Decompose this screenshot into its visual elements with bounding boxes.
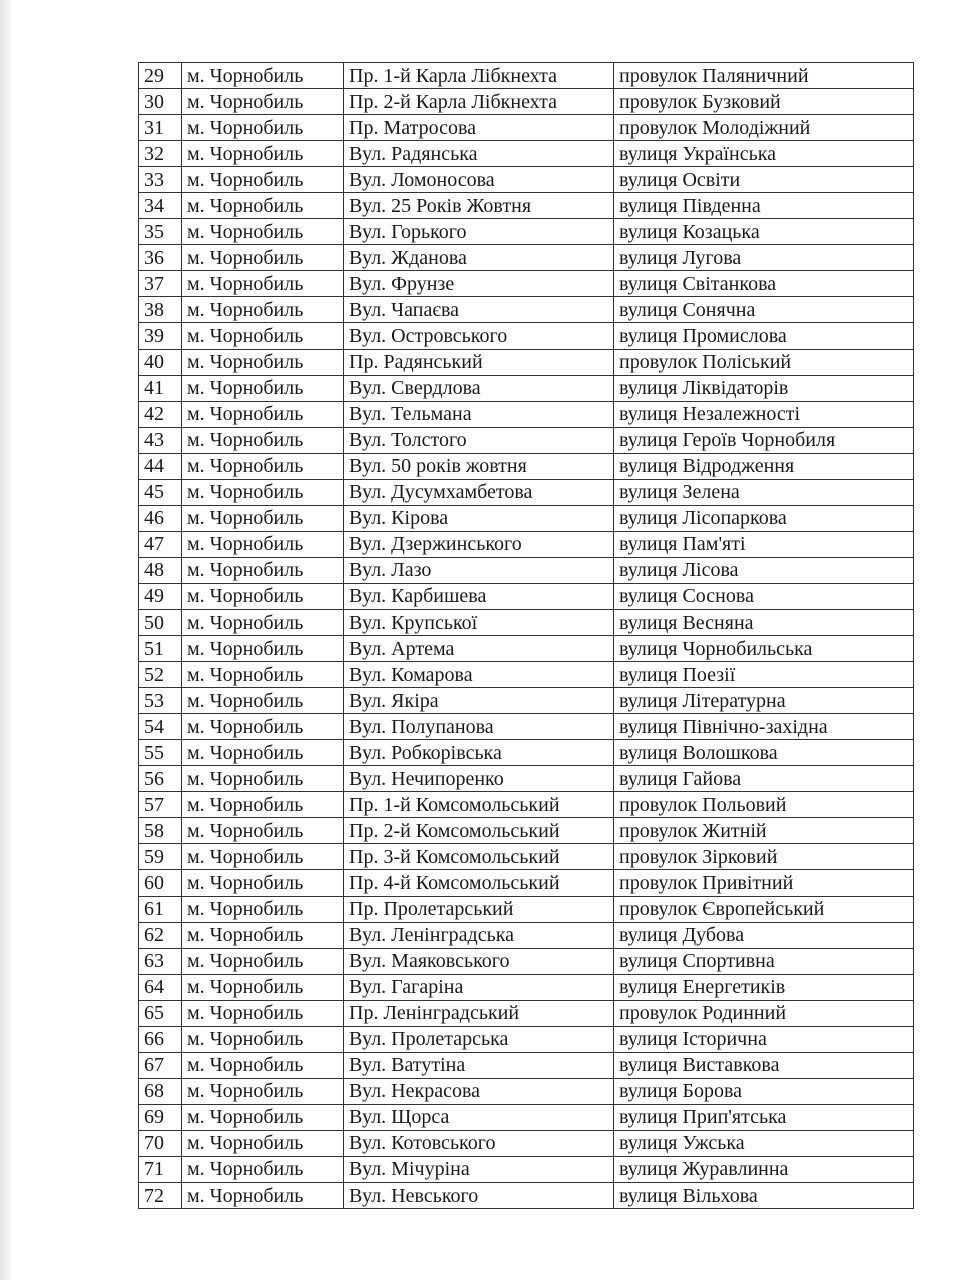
- row-number: 68: [139, 1078, 182, 1104]
- table-row: [139, 609, 914, 635]
- old-street-name: Вул. Артема: [344, 636, 614, 662]
- row-number: 52: [139, 662, 182, 688]
- old-street-name: Вул. Горького: [344, 219, 614, 245]
- settlement-cell: м. Чорнобиль: [182, 115, 344, 141]
- new-street-name: вулиця Чорнобильська: [614, 636, 914, 662]
- settlement-cell: м. Чорнобиль: [182, 375, 344, 401]
- new-street-name: вулиця Незалежності: [614, 401, 914, 427]
- settlement-cell: м. Чорнобиль: [182, 792, 344, 818]
- settlement-cell: м. Чорнобиль: [182, 740, 344, 766]
- table-row: [139, 870, 914, 896]
- table-row: [139, 323, 914, 349]
- settlement-cell: м. Чорнобиль: [182, 297, 344, 323]
- settlement-cell: м. Чорнобиль: [182, 974, 344, 1000]
- old-street-name: Вул. Свердлова: [344, 375, 614, 401]
- settlement-cell: м. Чорнобиль: [182, 89, 344, 115]
- table-row: [139, 974, 914, 1000]
- table-row: [139, 792, 914, 818]
- old-street-name: Пр. 4-й Комсомольський: [344, 870, 614, 896]
- new-street-name: вулиця Лісова: [614, 557, 914, 583]
- table-row: [139, 948, 914, 974]
- row-number: 45: [139, 479, 182, 505]
- new-street-name: вулиця Північно-західна: [614, 714, 914, 740]
- old-street-name: Вул. Ленінградська: [344, 922, 614, 948]
- old-street-name: Вул. Островського: [344, 323, 614, 349]
- new-street-name: вулиця Вільхова: [614, 1183, 914, 1209]
- settlement-cell: м. Чорнобиль: [182, 505, 344, 531]
- old-street-name: Пр. 2-й Карла Лібкнехта: [344, 89, 614, 115]
- row-number: 63: [139, 948, 182, 974]
- settlement-cell: м. Чорнобиль: [182, 1156, 344, 1182]
- settlement-cell: м. Чорнобиль: [182, 349, 344, 375]
- old-street-name: Вул. Фрунзе: [344, 271, 614, 297]
- settlement-cell: м. Чорнобиль: [182, 1052, 344, 1078]
- settlement-cell: м. Чорнобиль: [182, 271, 344, 297]
- new-street-name: вулиця Поезії: [614, 662, 914, 688]
- row-number: 47: [139, 531, 182, 557]
- new-street-name: провулок Молодіжний: [614, 115, 914, 141]
- row-number: 39: [139, 323, 182, 349]
- row-number: 65: [139, 1000, 182, 1026]
- settlement-cell: м. Чорнобиль: [182, 427, 344, 453]
- table-row: [139, 1078, 914, 1104]
- settlement-cell: м. Чорнобиль: [182, 531, 344, 557]
- old-street-name: Вул. Дзержинського: [344, 531, 614, 557]
- old-street-name: Вул. Невського: [344, 1183, 614, 1209]
- new-street-name: вулиця Дубова: [614, 922, 914, 948]
- old-street-name: Вул. Полупанова: [344, 714, 614, 740]
- new-street-name: вулиця Ліквідаторів: [614, 375, 914, 401]
- table-row: [139, 453, 914, 479]
- row-number: 48: [139, 557, 182, 583]
- new-street-name: провулок Зірковий: [614, 844, 914, 870]
- row-number: 30: [139, 89, 182, 115]
- settlement-cell: м. Чорнобиль: [182, 766, 344, 792]
- settlement-cell: м. Чорнобиль: [182, 609, 344, 635]
- row-number: 41: [139, 375, 182, 401]
- table-row: [139, 740, 914, 766]
- table-row: [139, 375, 914, 401]
- new-street-name: вулиця Героїв Чорнобиля: [614, 427, 914, 453]
- row-number: 46: [139, 505, 182, 531]
- row-number: 40: [139, 349, 182, 375]
- settlement-cell: м. Чорнобиль: [182, 557, 344, 583]
- old-street-name: Пр. 3-й Комсомольський: [344, 844, 614, 870]
- table-row: [139, 141, 914, 167]
- table-row: [139, 427, 914, 453]
- old-street-name: Вул. Ломоносова: [344, 167, 614, 193]
- new-street-name: вулиця Лугова: [614, 245, 914, 271]
- settlement-cell: м. Чорнобиль: [182, 1026, 344, 1052]
- table-row: [139, 401, 914, 427]
- row-number: 54: [139, 714, 182, 740]
- old-street-name: Вул. Толстого: [344, 427, 614, 453]
- settlement-cell: м. Чорнобиль: [182, 453, 344, 479]
- old-street-name: Вул. Пролетарська: [344, 1026, 614, 1052]
- new-street-name: вулиця Виставкова: [614, 1052, 914, 1078]
- row-number: 55: [139, 740, 182, 766]
- row-number: 37: [139, 271, 182, 297]
- settlement-cell: м. Чорнобиль: [182, 844, 344, 870]
- new-street-name: вулиця Гайова: [614, 766, 914, 792]
- row-number: 61: [139, 896, 182, 922]
- table-row: [139, 349, 914, 375]
- table-row: [139, 531, 914, 557]
- row-number: 66: [139, 1026, 182, 1052]
- settlement-cell: м. Чорнобиль: [182, 818, 344, 844]
- table-row: [139, 583, 914, 609]
- new-street-name: вулиця Освіти: [614, 167, 914, 193]
- row-number: 42: [139, 401, 182, 427]
- new-street-name: вулиця Спортивна: [614, 948, 914, 974]
- table-row: [139, 557, 914, 583]
- settlement-cell: м. Чорнобиль: [182, 1183, 344, 1209]
- settlement-cell: м. Чорнобиль: [182, 714, 344, 740]
- new-street-name: провулок Паляничний: [614, 63, 914, 89]
- row-number: 36: [139, 245, 182, 271]
- table-row: [139, 1104, 914, 1130]
- row-number: 29: [139, 63, 182, 89]
- row-number: 56: [139, 766, 182, 792]
- table-row: [139, 167, 914, 193]
- settlement-cell: м. Чорнобиль: [182, 219, 344, 245]
- new-street-name: вулиця Сонячна: [614, 297, 914, 323]
- new-street-name: вулиця Південна: [614, 193, 914, 219]
- row-number: 64: [139, 974, 182, 1000]
- settlement-cell: м. Чорнобиль: [182, 1130, 344, 1156]
- new-street-name: вулиця Козацька: [614, 219, 914, 245]
- row-number: 71: [139, 1156, 182, 1182]
- row-number: 31: [139, 115, 182, 141]
- settlement-cell: м. Чорнобиль: [182, 323, 344, 349]
- row-number: 50: [139, 609, 182, 635]
- table-row: [139, 714, 914, 740]
- row-number: 60: [139, 870, 182, 896]
- new-street-name: вулиця Пам'яті: [614, 531, 914, 557]
- new-street-name: провулок Європейський: [614, 896, 914, 922]
- table-row: [139, 479, 914, 505]
- new-street-name: вулиця Українська: [614, 141, 914, 167]
- table-row: [139, 297, 914, 323]
- table-row: [139, 245, 914, 271]
- new-street-name: вулиця Весняна: [614, 609, 914, 635]
- table-row: [139, 193, 914, 219]
- old-street-name: Вул. Робкорівська: [344, 740, 614, 766]
- row-number: 35: [139, 219, 182, 245]
- table-row: [139, 1026, 914, 1052]
- new-street-name: вулиця Енергетиків: [614, 974, 914, 1000]
- street-renaming-table: [138, 62, 914, 1209]
- old-street-name: Вул. Гагаріна: [344, 974, 614, 1000]
- settlement-cell: м. Чорнобиль: [182, 245, 344, 271]
- table-row: [139, 688, 914, 714]
- new-street-name: вулиця Волошкова: [614, 740, 914, 766]
- settlement-cell: м. Чорнобиль: [182, 479, 344, 505]
- old-street-name: Вул. 50 років жовтня: [344, 453, 614, 479]
- new-street-name: вулиця Соснова: [614, 583, 914, 609]
- settlement-cell: м. Чорнобиль: [182, 636, 344, 662]
- new-street-name: вулиця Ужська: [614, 1130, 914, 1156]
- new-street-name: провулок Бузковий: [614, 89, 914, 115]
- row-number: 59: [139, 844, 182, 870]
- row-number: 33: [139, 167, 182, 193]
- table-row: [139, 662, 914, 688]
- old-street-name: Вул. Лазо: [344, 557, 614, 583]
- table-row: [139, 89, 914, 115]
- row-number: 32: [139, 141, 182, 167]
- old-street-name: Вул. Карбишева: [344, 583, 614, 609]
- new-street-name: вулиця Світанкова: [614, 271, 914, 297]
- old-street-name: Пр. 2-й Комсомольський: [344, 818, 614, 844]
- row-number: 38: [139, 297, 182, 323]
- old-street-name: Вул. Мічуріна: [344, 1156, 614, 1182]
- old-street-name: Вул. Нечипоренко: [344, 766, 614, 792]
- row-number: 44: [139, 453, 182, 479]
- settlement-cell: м. Чорнобиль: [182, 870, 344, 896]
- row-number: 69: [139, 1104, 182, 1130]
- old-street-name: Вул. Радянська: [344, 141, 614, 167]
- row-number: 49: [139, 583, 182, 609]
- new-street-name: вулиця Журавлинна: [614, 1156, 914, 1182]
- old-street-name: Вул. Кірова: [344, 505, 614, 531]
- old-street-name: Пр. Радянський: [344, 349, 614, 375]
- old-street-name: Вул. Жданова: [344, 245, 614, 271]
- settlement-cell: м. Чорнобиль: [182, 401, 344, 427]
- old-street-name: Вул. Чапаєва: [344, 297, 614, 323]
- row-number: 72: [139, 1183, 182, 1209]
- new-street-name: вулиця Прип'ятська: [614, 1104, 914, 1130]
- row-number: 34: [139, 193, 182, 219]
- settlement-cell: м. Чорнобиль: [182, 896, 344, 922]
- old-street-name: Вул. Котовського: [344, 1130, 614, 1156]
- table-row: [139, 1130, 914, 1156]
- table-row: [139, 63, 914, 89]
- settlement-cell: м. Чорнобиль: [182, 63, 344, 89]
- new-street-name: вулиця Літературна: [614, 688, 914, 714]
- old-street-name: Вул. Якіра: [344, 688, 614, 714]
- table-row: [139, 1156, 914, 1182]
- table-row: [139, 1000, 914, 1026]
- old-street-name: Вул. Тельмана: [344, 401, 614, 427]
- settlement-cell: м. Чорнобиль: [182, 1104, 344, 1130]
- old-street-name: Пр. Ленінградський: [344, 1000, 614, 1026]
- new-street-name: провулок Поліський: [614, 349, 914, 375]
- table-body: [139, 63, 914, 1209]
- settlement-cell: м. Чорнобиль: [182, 583, 344, 609]
- settlement-cell: м. Чорнобиль: [182, 141, 344, 167]
- row-number: 43: [139, 427, 182, 453]
- row-number: 62: [139, 922, 182, 948]
- row-number: 51: [139, 636, 182, 662]
- new-street-name: вулиця Відродження: [614, 453, 914, 479]
- settlement-cell: м. Чорнобиль: [182, 1078, 344, 1104]
- new-street-name: провулок Родинний: [614, 1000, 914, 1026]
- old-street-name: Пр. 1-й Комсомольський: [344, 792, 614, 818]
- page-edge-shadow: [0, 0, 12, 1280]
- old-street-name: Вул. Дусумхамбетова: [344, 479, 614, 505]
- new-street-name: провулок Привітний: [614, 870, 914, 896]
- old-street-name: Вул. Некрасова: [344, 1078, 614, 1104]
- table-row: [139, 844, 914, 870]
- table-row: [139, 766, 914, 792]
- old-street-name: Вул. Щорса: [344, 1104, 614, 1130]
- table-row: [139, 1052, 914, 1078]
- row-number: 70: [139, 1130, 182, 1156]
- old-street-name: Вул. 25 Років Жовтня: [344, 193, 614, 219]
- settlement-cell: м. Чорнобиль: [182, 193, 344, 219]
- new-street-name: провулок Житній: [614, 818, 914, 844]
- row-number: 53: [139, 688, 182, 714]
- new-street-name: вулиця Зелена: [614, 479, 914, 505]
- new-street-name: вулиця Історична: [614, 1026, 914, 1052]
- settlement-cell: м. Чорнобиль: [182, 662, 344, 688]
- table-row: [139, 219, 914, 245]
- old-street-name: Вул. Маяковського: [344, 948, 614, 974]
- row-number: 57: [139, 792, 182, 818]
- old-street-name: Пр. Матросова: [344, 115, 614, 141]
- old-street-name: Вул. Крупської: [344, 609, 614, 635]
- table-row: [139, 271, 914, 297]
- old-street-name: Вул. Комарова: [344, 662, 614, 688]
- table-row: [139, 505, 914, 531]
- old-street-name: Пр. 1-й Карла Лібкнехта: [344, 63, 614, 89]
- row-number: 58: [139, 818, 182, 844]
- old-street-name: Пр. Пролетарський: [344, 896, 614, 922]
- row-number: 67: [139, 1052, 182, 1078]
- settlement-cell: м. Чорнобиль: [182, 688, 344, 714]
- new-street-name: вулиця Лісопаркова: [614, 505, 914, 531]
- settlement-cell: м. Чорнобиль: [182, 948, 344, 974]
- new-street-name: вулиця Борова: [614, 1078, 914, 1104]
- table-row: [139, 636, 914, 662]
- new-street-name: провулок Польовий: [614, 792, 914, 818]
- table-row: [139, 818, 914, 844]
- new-street-name: вулиця Промислова: [614, 323, 914, 349]
- settlement-cell: м. Чорнобиль: [182, 167, 344, 193]
- settlement-cell: м. Чорнобиль: [182, 922, 344, 948]
- table-row: [139, 115, 914, 141]
- table-row: [139, 896, 914, 922]
- table-row: [139, 1183, 914, 1209]
- old-street-name: Вул. Ватутіна: [344, 1052, 614, 1078]
- settlement-cell: м. Чорнобиль: [182, 1000, 344, 1026]
- table-row: [139, 922, 914, 948]
